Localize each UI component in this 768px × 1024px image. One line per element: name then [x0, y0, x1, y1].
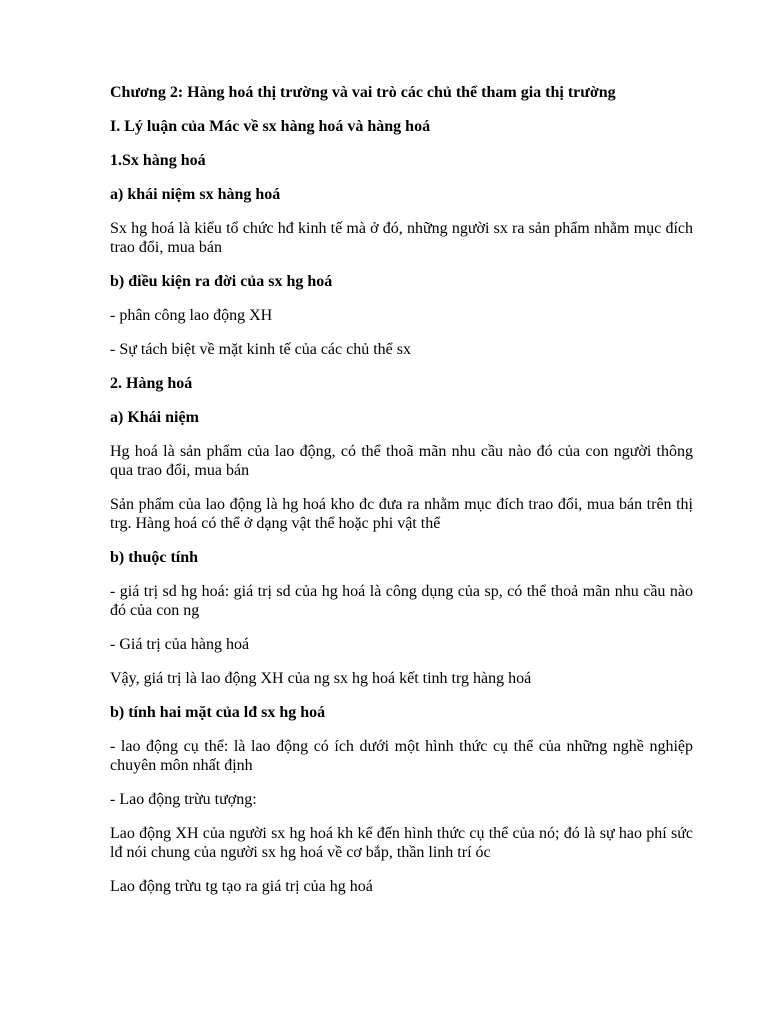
chapter-title: Chương 2: Hàng hoá thị trường và vai trò các chủ thể tham gia thị trường [110, 84, 616, 101]
body-paragraph: Lao động trừu tg tạo ra giá trị của hg hoá [110, 878, 373, 895]
body-paragraph: Vậy, giá trị là lao động XH của ng sx hg hoá kết tinh trg hàng hoá [110, 670, 532, 687]
bullet-paragraph: - Lao động trừu tượng: [110, 791, 257, 808]
bullet-paragraph: - Giá trị của hàng hoá [110, 636, 250, 653]
bullet-paragraph: - lao động cụ thể: là lao động có ích dưới một hình thức cụ thể của những nghề nghiệp chuyên môn nhất định [110, 738, 693, 774]
section-heading: I. Lý luận của Mác về sx hàng hoá và hàng hoá [110, 118, 431, 135]
bullet-paragraph: - Sự tách biệt về mặt kinh tế của các chủ thể sx [110, 341, 412, 358]
item-heading: a) Khái niệm [110, 409, 199, 426]
item-heading: a) khái niệm sx hàng hoá [110, 186, 281, 203]
body-paragraph: Hg hoá là sản phẩm của lao động, có thể thoã mãn nhu cầu nào đó của con người thông qua trao đổi, mua bán [110, 443, 693, 479]
subsection-heading: 1.Sx hàng hoá [110, 152, 206, 169]
body-paragraph: Sx hg hoá là kiểu tổ chức hđ kinh tế mà ở đó, những người sx ra sản phẩm nhằm mục đích trao đổi, mua bán [110, 220, 693, 256]
item-heading: b) thuộc tính [110, 549, 199, 566]
body-paragraph: Lao động XH của người sx hg hoá kh kể đến hình thức cụ thể của nó; đó là sự hao phí sức lđ nói chung của người sx hg hoá về cơ bắp, thần linh trí óc [110, 825, 693, 861]
bullet-paragraph: - phân công lao động XH [110, 307, 273, 324]
item-heading: b) tính hai mặt của lđ sx hg hoá [110, 704, 326, 721]
item-heading: b) điều kiện ra đời của sx hg hoá [110, 273, 333, 290]
subsection-heading: 2. Hàng hoá [110, 375, 193, 392]
bullet-paragraph: - giá trị sd hg hoá: giá trị sd của hg hoá là công dụng của sp, có thể thoả mãn nhu cầu nào đó của con ng [110, 583, 693, 619]
body-paragraph: Sản phẩm của lao động là hg hoá kho đc đưa ra nhằm mục đích trao đổi, mua bán trên thị trg. Hàng hoá có thể ở dạng vật thể hoặc phi vật thể [110, 496, 693, 532]
document-page [110, 83, 693, 911]
